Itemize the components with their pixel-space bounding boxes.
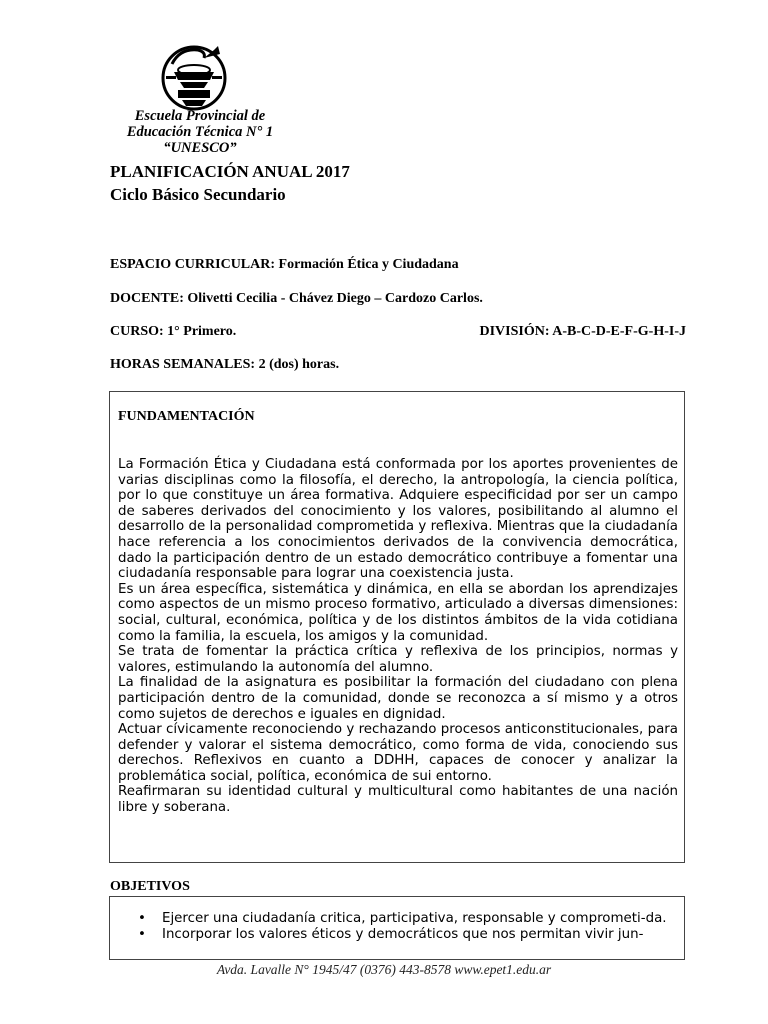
- page-subtitle: Ciclo Básico Secundario: [110, 185, 286, 204]
- list-item-text: Ejercer una ciudadanía critica, participativa, responsable y comprometi-da.: [162, 911, 667, 926]
- paragraph: Reafirmaran su identidad cultural y multicultural como habitantes de una nación libre y soberana.: [118, 784, 678, 816]
- list-item-text: Incorporar los valores éticos y democráticos que nos permitan vivir jun-: [162, 926, 644, 942]
- page-break-divider: [109, 959, 685, 960]
- horas-semanales: HORAS SEMANALES: 2 (dos) horas.: [110, 357, 340, 372]
- school-crest-icon: [160, 42, 230, 112]
- list-item: [138, 911, 682, 927]
- page-footer: Avda. Lavalle N° 1945/47 (0376) 443-8578 www.epet1.edu.ar: [216, 962, 552, 977]
- list-item: [138, 926, 682, 943]
- objetivos-box: [109, 896, 685, 960]
- school-line-2: Educación Técnica N° 1: [126, 124, 274, 140]
- objetivos-list: [138, 911, 682, 942]
- school-name: [106, 108, 294, 156]
- objetivos-title: OBJETIVOS: [110, 879, 190, 894]
- school-line-3: “UNESCO”: [163, 140, 237, 156]
- division: DIVISIÓN: A-B-C-D-E-F-G-H-I-J: [479, 324, 686, 339]
- school-line-1: Escuela Provincial de: [134, 108, 266, 124]
- docente: DOCENTE: Olivetti Cecilia - Chávez Diego – Cardozo Carlos.: [110, 291, 483, 306]
- paragraph: Actuar cívicamente reconociendo y rechazando procesos anticonstitucionales, para defender y valorar el sistema democrático, como forma de vida, conociendo sus derechos. Reflexivos en cuanto a DDHH, capaces de conocer y analizar la problemática social, política, económica de sui entorno.: [118, 722, 678, 784]
- paragraph: Se trata de fomentar la práctica crítica y reflexiva de los principios, normas y valores, estimulando la autonomía del alumno.: [118, 644, 678, 675]
- fundamentacion-box: [109, 391, 685, 863]
- bullet-icon: •: [138, 926, 146, 942]
- paragraph: La finalidad de la asignatura es posibilitar la formación del ciudadano con plena participación dentro de la comunidad, donde se reconozca a sí mismo y a otros como sujetos de derechos e iguales en dignidad.: [118, 675, 678, 722]
- fundamentacion-title: FUNDAMENTACIÓN: [118, 409, 255, 424]
- bullet-icon: •: [138, 911, 146, 926]
- page-title: PLANIFICACIÓN ANUAL 2017: [110, 162, 350, 181]
- curso: CURSO: 1° Primero.: [110, 324, 237, 339]
- paragraph: Es un área específica, sistemática y dinámica, en ella se abordan los aprendizajes como aspectos de un mismo proceso formativo, articulado a diversas dimensiones: social, cultural, económica, política y de los distintos ámbitos de la vida cotidiana como la familia, la escuela, los amigos y la comunidad.: [118, 581, 678, 644]
- fundamentacion-text: [118, 457, 678, 816]
- paragraph: La Formación Ética y Ciudadana está conformada por los aportes provenientes de varias disciplinas como la filosofía, el derecho, la antropología, la ciencia política, por lo que constituye un área formativa. Adquiere especificidad por ser un campo de saberes derivados del conocimiento y los valores, posibilitando al alumno el desarrollo de la personalidad comprometida y reflexiva. Mientras que la ciudadanía hace referencia a los conocimientos derivados de la convivencia democrática, dado la participación dentro de un estado democrático contribuye a fomentar una ciudadanía responsable para lograr una coexistencia justa.: [118, 457, 678, 582]
- espacio-curricular: ESPACIO CURRICULAR: Formación Ética y Ciudadana: [110, 257, 459, 272]
